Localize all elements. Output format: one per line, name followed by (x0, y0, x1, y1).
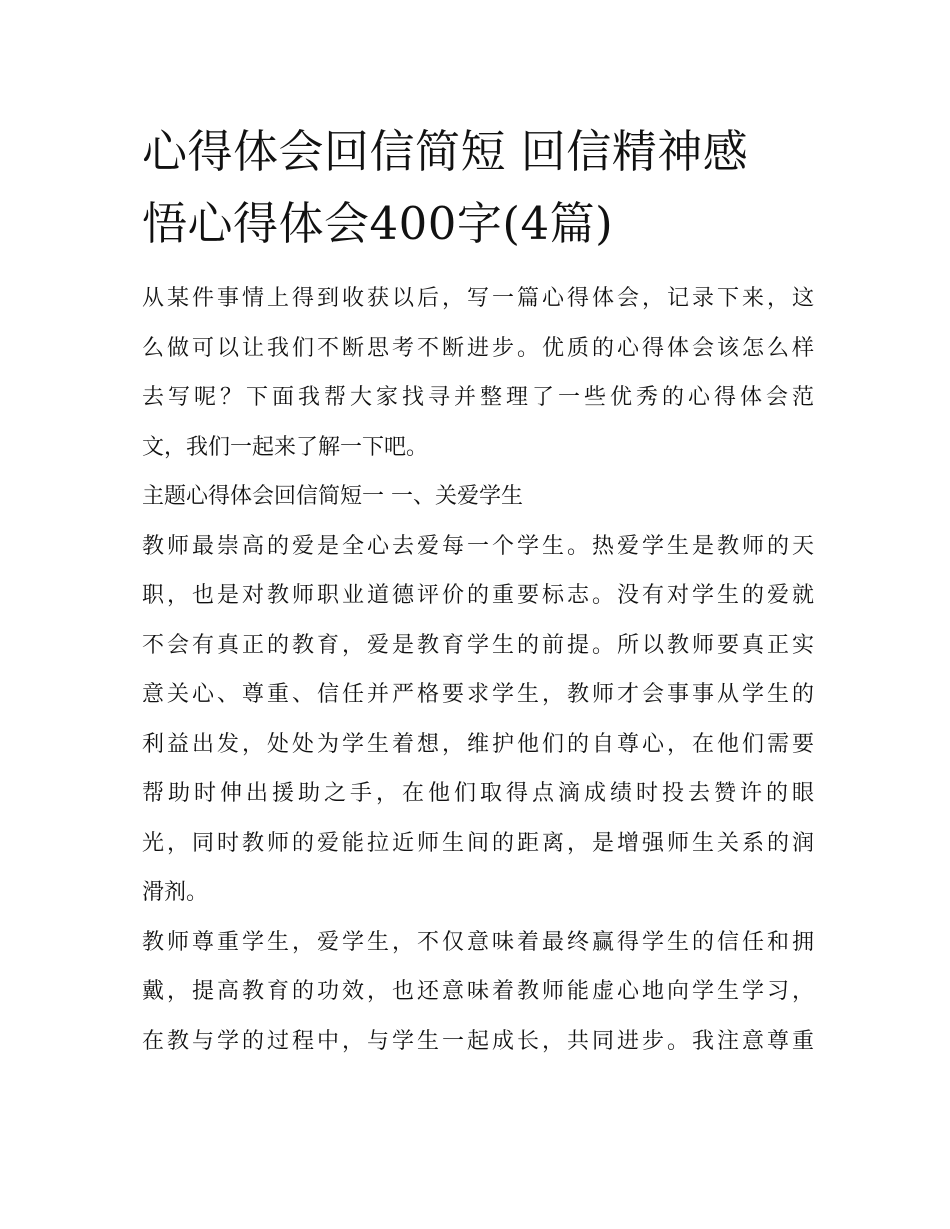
intro-line: 文，我们一起来了解一下吧。 (142, 434, 429, 460)
title-line: 悟心得体会400字(4篇) (142, 197, 614, 250)
intro-paragraph (142, 274, 814, 472)
paragraph-line: 在教与学的过程中，与学生一起成长，共同进步。我注意尊重 (142, 1028, 814, 1054)
intro-line: 去写呢？下面我帮大家找寻并整理了一些优秀的心得体会范 (142, 385, 814, 410)
section-heading: 主题心得体会回信简短一 一、关爱学生 (142, 484, 523, 509)
document-body (142, 274, 814, 1066)
document-content (142, 116, 814, 1066)
paragraph-line: 光，同时教师的爱能拉近师生间的距离，是增强师生关系的润 (142, 830, 814, 856)
body-paragraph-2 (142, 918, 814, 1067)
paragraph-line: 帮助时伸出援助之手，在他们取得点滴成绩时投去赞许的眼 (142, 781, 814, 806)
body-paragraph-1 (142, 522, 814, 918)
document-title (142, 116, 814, 260)
paragraph-line: 教师尊重学生，爱学生，不仅意味着最终赢得学生的信任和拥 (142, 929, 814, 955)
paragraph-line: 滑剂。 (142, 880, 209, 905)
intro-line: 么做可以让我们不断思考不断进步。优质的心得体会该怎么样 (142, 335, 814, 361)
paragraph-line: 戴，提高教育的功效，也还意味着教师能虚心地向学生学习， (142, 979, 814, 1004)
title-line: 心得体会回信简短 回信精神感 (142, 125, 749, 178)
paragraph-line: 教师最崇高的爱是全心去爱每一个学生。热爱学生是教师的天 (142, 533, 814, 559)
paragraph-line: 不会有真正的教育，爱是教育学生的前提。所以教师要真正实 (142, 632, 814, 658)
paragraph-line: 职，也是对教师职业道德评价的重要标志。没有对学生的爱就 (142, 583, 814, 608)
intro-line: 从某件事情上得到收获以后，写一篇心得体会，记录下来，这 (142, 286, 814, 311)
paragraph-line: 意关心、尊重、信任并严格要求学生，教师才会事事从学生的 (142, 682, 814, 707)
paragraph-line: 利益出发，处处为学生着想，维护他们的自尊心，在他们需要 (142, 731, 814, 757)
